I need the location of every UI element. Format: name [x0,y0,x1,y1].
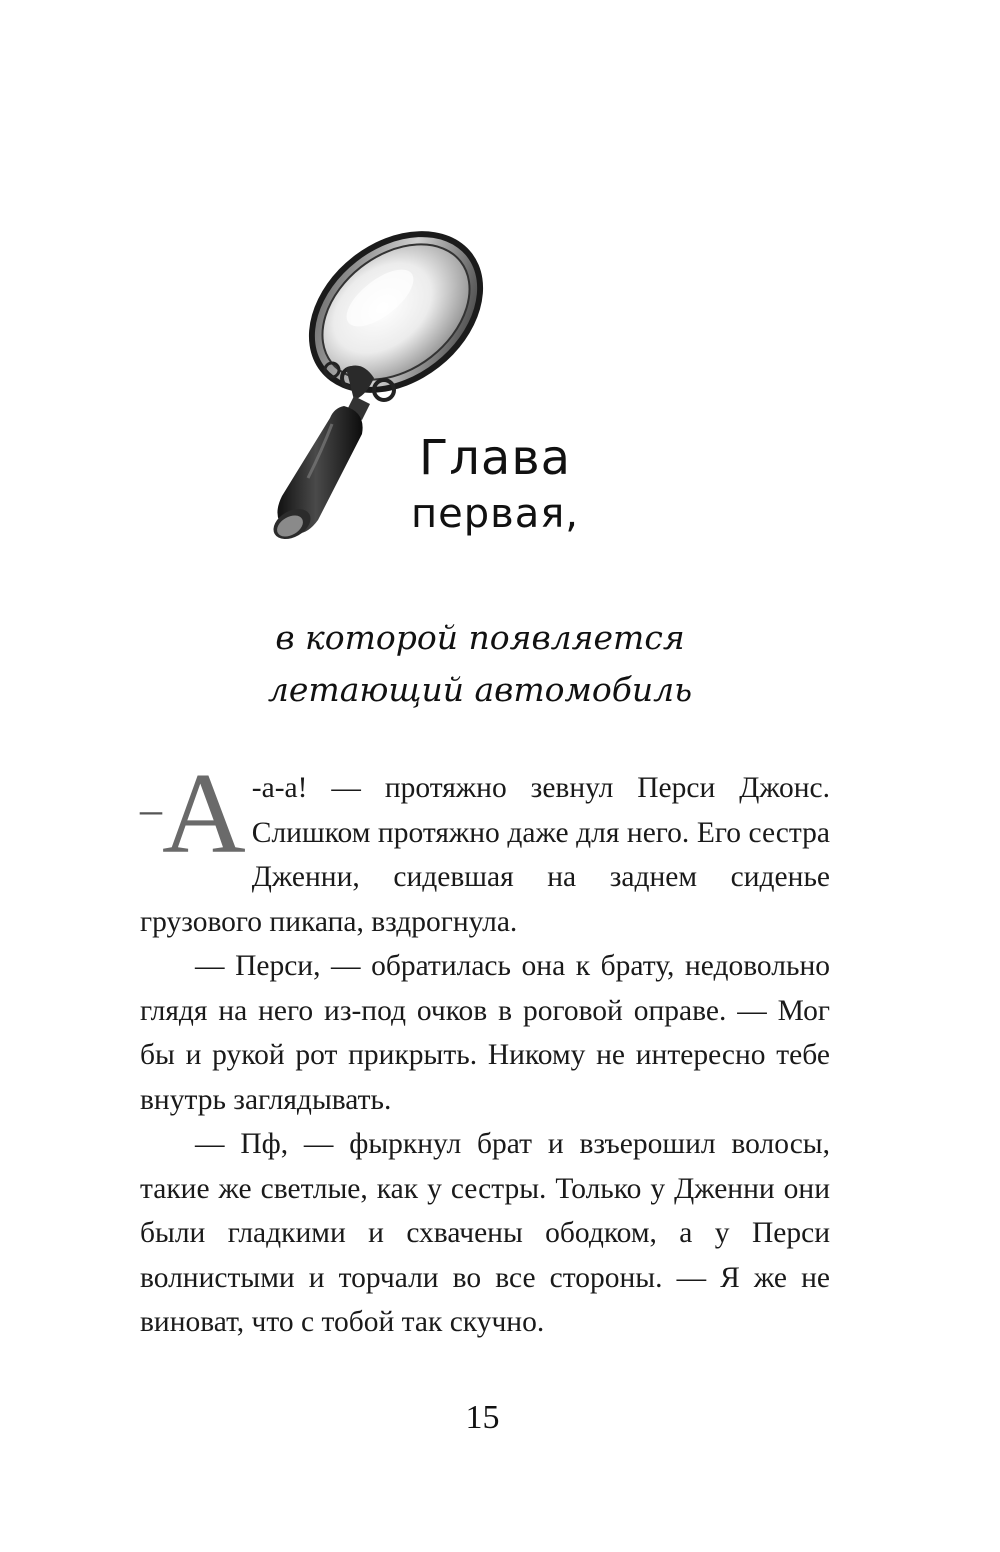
page-number: 15 [465,1399,500,1436]
chapter-subtitle-line-2: летающий автомобиль [267,670,693,709]
paragraph-1 [140,750,830,944]
dropcap-dash: – [140,785,162,834]
paragraph-3: — Пф, — фыркнул брат и взъерошил волосы, такие же светлые, как у сестры. Только у Дженни они были гладкими и схвачены ободком, а у Перси волнистыми и торчали во все стороны. — Я же не виноват, что с тобой так скучно. [140,1128,830,1338]
paragraph-2: — Перси, — обратилась она к брату, недовольно глядя на него из-под очков в роговой оправе. — Мог бы и рукой рот прикрыть. Никому не интересно тебе внутрь заглядывать. [140,950,830,1116]
chapter-body [140,750,830,1345]
dropcap-letter: А [162,750,246,878]
chapter-title-line-2: первая, [410,491,579,537]
paragraph-1-text: -а-а! — протяжно зевнул Перси Джонс. Слишком протяжно даже для него. Его сестра Дженни, сидевшая на заднем сиденье грузового пикапа, вздрогнула. [140,772,830,938]
chapter-subtitle [200,612,760,716]
chapter-subtitle-line-1: в которой появляется [275,618,685,657]
chapter-title [380,428,610,540]
chapter-title-line-1: Глава [418,430,572,486]
